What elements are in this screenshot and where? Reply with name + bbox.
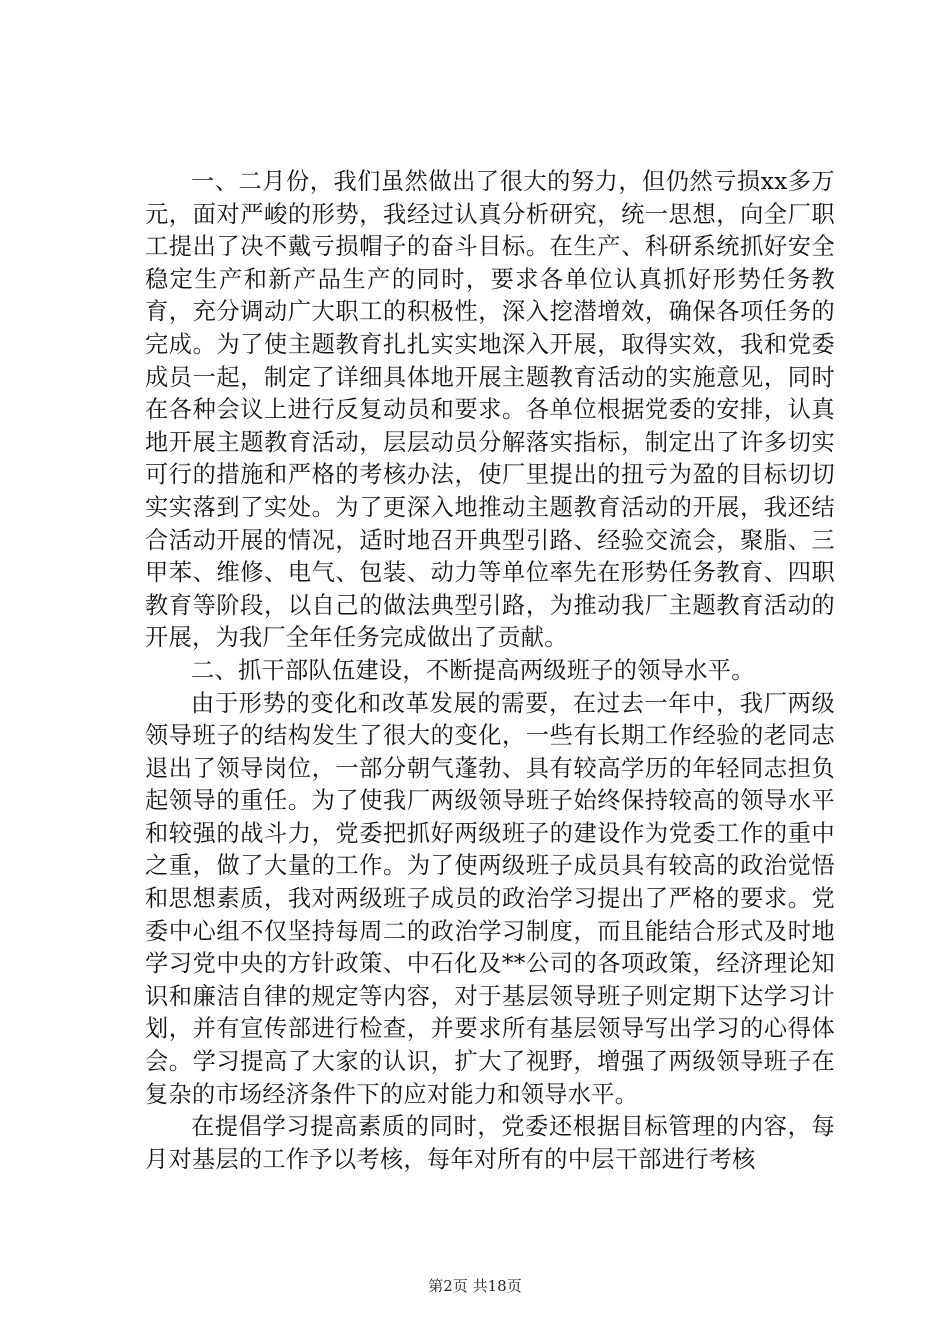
paragraph-3: 在提倡学习提高素质的同时，党委还根据目标管理的内容，每月对基层的工作予以考核，每年对所有的中层干部进行考核 xyxy=(145,1113,835,1173)
paragraph-2: 由于形势的变化和改革发展的需要，在过去一年中，我厂两级领导班子的结构发生了很大的变化，一些有长期工作经验的老同志退出了领导岗位，一部分朝气蓬勃、具有较高学历的年轻同志担负起领导的重任。为了使我厂两级领导班子始终保持较高的领导水平和较强的战斗力，党委把抓好两级班子的建设作为党委工作的重中之重，做了大量的工作。为了使两级班子成员具有较高的政治觉悟和思想素质，我对两级班子成员的政治学习提出了严格的要求。党委中心组不仅坚持每周二的政治学习制度，而且能结合形式及时地学习党中央的方针政策、中石化及**公司的各项政策，经济理论知识和廉洁自律的规定等内容，对于基层领导班子则定期下达学习计划，并有宣传部进行检查，并要求所有基层领导写出学习的心得体会。学习提高了大家的认识，扩大了视野，增强了两级领导班子在复杂的市场经济条件下的应对能力和领导水平。 xyxy=(145,689,835,1108)
paragraph-1: 一、二月份，我们虽然做出了很大的努力，但仍然亏损xx多万元，面对严峻的形势，我经过认真分析研究，统一思想，向全厂职工提出了决不戴亏损帽子的奋斗目标。在生产、科研系统抓好安全稳定生产和新产品生产的同时，要求各单位认真抓好形势任务教育，充分调动广大职工的积极性，深入挖潜增效，确保各项任务的完成。为了使主题教育扎扎实实地深入开展，取得实效，我和党委成员一起，制定了详细具体地开展主题教育活动的实施意见，同时在各种会议上进行反复动员和要求。各单位根据党委的安排，认真地开展主题教育活动，层层动员分解落实指标，制定出了许多切实可行的措施和严格的考核办法，使厂里提出的扭亏为盈的目标切切实实落到了实处。为了更深入地推动主题教育活动的开展，我还结合活动开展的情况，适时地召开典型引路、经验交流会，聚脂、三甲苯、维修、电气、包装、动力等单位率先在形势任务教育、四职教育等阶段，以自己的做法典型引路，为推动我厂主题教育活动的开展，为我厂全年任务完成做出了贡献。 xyxy=(145,168,835,652)
document-body xyxy=(145,166,835,1176)
page-number-footer: 第2页 共18页 xyxy=(428,1277,522,1295)
section-heading-2: 二、抓干部队伍建设，不断提高两级班子的领导水平。 xyxy=(191,656,755,684)
